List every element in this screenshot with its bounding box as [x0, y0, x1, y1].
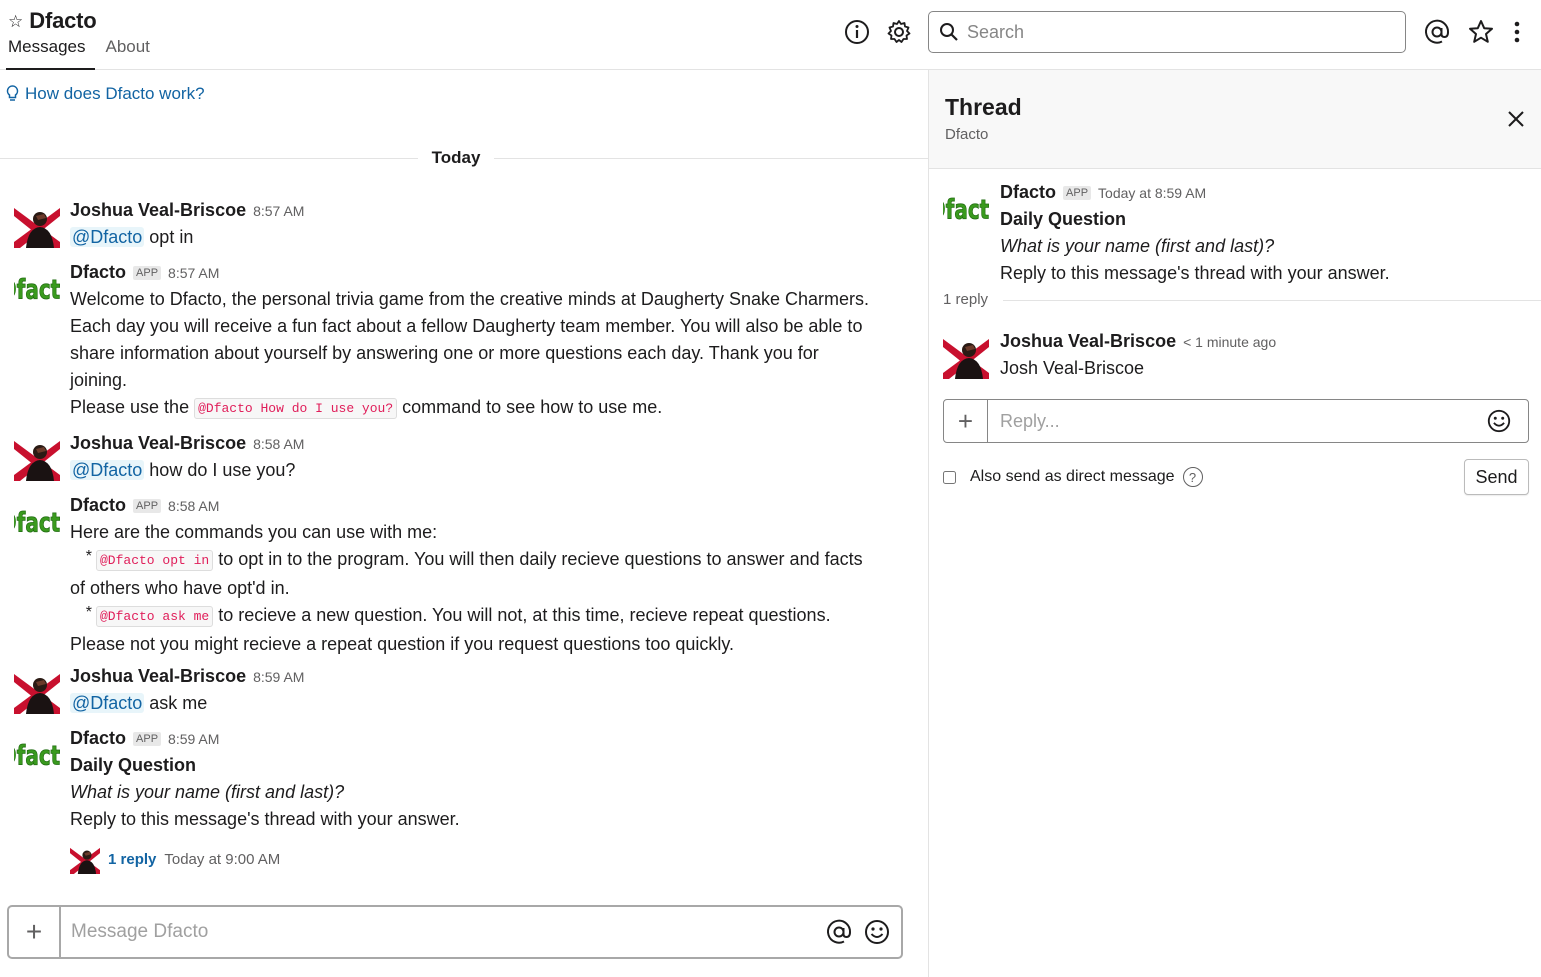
timestamp[interactable]: 8:57 AM	[168, 265, 220, 281]
search-icon	[939, 22, 959, 42]
app-badge: APP	[1063, 186, 1091, 200]
timestamp[interactable]: 8:59 AM	[253, 669, 305, 685]
favorite-star-icon[interactable]: ☆	[8, 11, 24, 31]
message-question: What is your name (first and last)?	[1000, 236, 1275, 256]
avatar[interactable]	[14, 732, 60, 778]
avatar[interactable]	[943, 186, 989, 232]
message-text: Josh Veal-Briscoe	[1000, 358, 1145, 378]
mentions-icon[interactable]	[1423, 18, 1451, 46]
inline-code: @Dfacto ask me	[96, 606, 213, 627]
more-icon[interactable]	[1503, 18, 1531, 46]
star-icon[interactable]	[1467, 18, 1495, 46]
avatar[interactable]	[14, 202, 60, 248]
sender-name[interactable]: Dfacto	[70, 728, 127, 748]
message-text: @Dfacto how do I use you?	[72, 460, 296, 480]
help-icon[interactable]: ?	[1183, 467, 1203, 487]
sender-name[interactable]: Joshua Veal-Briscoe	[70, 666, 247, 686]
thread-header	[929, 70, 1541, 169]
help-link[interactable]	[6, 84, 205, 104]
timestamp[interactable]: 8:58 AM	[168, 498, 220, 514]
avatar[interactable]	[14, 435, 60, 481]
message-composer	[7, 905, 903, 959]
avatar[interactable]	[14, 266, 60, 312]
user-mention[interactable]: @Dfacto	[72, 460, 143, 480]
sender-name[interactable]: Dfacto	[1000, 182, 1057, 202]
inline-code: @Dfacto opt in	[96, 550, 213, 571]
sender-name[interactable]: Joshua Veal-Briscoe	[70, 200, 247, 220]
avatar[interactable]	[14, 499, 60, 545]
channel-name: Dfacto	[29, 8, 97, 33]
search-input[interactable]	[967, 22, 1367, 43]
message-input[interactable]	[61, 921, 825, 943]
message-text: @Dfacto opt in	[72, 227, 194, 247]
day-divider-label: Today	[431, 148, 481, 167]
message-title: Daily Question	[1000, 209, 1127, 229]
sender-name[interactable]: Joshua Veal-Briscoe	[70, 433, 247, 453]
tab-about[interactable]: About	[105, 37, 150, 56]
channel-tabs	[0, 36, 160, 70]
message-text: Welcome to Dfacto, the personal trivia game from the creative minds at Daugherty Snake Charmers. Each day you will receive a fun fact about a fellow Daugherty team member. You will also be able to share information about yourself by answering one or more questions each day. Thank you for joining. Please use the @Dfacto How do I use you? command to see how to use me.	[70, 289, 870, 417]
sender-name[interactable]: Dfacto	[70, 495, 127, 515]
timestamp[interactable]: 8:58 AM	[253, 436, 305, 452]
replier-avatar	[70, 844, 100, 874]
reply-time: Today at 9:00 AM	[164, 850, 281, 868]
thread-summary[interactable]	[70, 844, 280, 874]
timestamp[interactable]: < 1 minute ago	[1183, 334, 1277, 350]
avatar[interactable]	[14, 668, 60, 714]
search-box[interactable]	[928, 11, 1406, 53]
app-badge: APP	[133, 266, 161, 280]
timestamp[interactable]: Today at 8:59 AM	[1098, 185, 1207, 201]
inline-code: @Dfacto How do I use you?	[194, 398, 397, 419]
also-send-label: Also send as direct message	[970, 468, 1175, 485]
send-button[interactable]: Send	[1464, 459, 1529, 495]
lightbulb-icon	[6, 85, 19, 103]
message-text: @Dfacto ask me	[72, 693, 208, 713]
message-pane	[0, 70, 928, 977]
message-text: Daily Question What is your name (first and last)? Reply to this message's thread with your answer.	[70, 752, 900, 833]
attach-plus-button[interactable]: +	[9, 907, 61, 957]
app-badge: APP	[133, 732, 161, 746]
message-text: Daily Question What is your name (first and last)? Reply to this message's thread with your answer.	[1000, 206, 1532, 287]
thread-title: Thread	[945, 94, 1022, 120]
close-icon[interactable]	[1503, 106, 1529, 132]
channel-header	[0, 0, 1541, 70]
message-title: Daily Question	[70, 755, 197, 775]
attach-plus-button[interactable]: +	[944, 400, 988, 442]
user-mention[interactable]: @Dfacto	[72, 227, 143, 247]
reply-input[interactable]	[988, 411, 1486, 432]
thread-reply-composer	[943, 399, 1529, 443]
thread-pane	[928, 70, 1541, 977]
also-send-option[interactable]	[943, 467, 1203, 487]
reply-count-divider	[943, 291, 1541, 308]
gear-icon[interactable]	[885, 18, 913, 46]
info-icon[interactable]	[843, 18, 871, 46]
also-send-checkbox[interactable]	[943, 471, 956, 484]
sender-name[interactable]: Dfacto	[70, 262, 127, 282]
emoji-icon[interactable]	[863, 918, 891, 946]
timestamp[interactable]: 8:57 AM	[253, 203, 305, 219]
thread-channel[interactable]: Dfacto	[945, 126, 989, 143]
avatar[interactable]	[943, 333, 989, 379]
message-question: What is your name (first and last)?	[70, 782, 345, 802]
reply-count-link[interactable]: 1 reply	[108, 850, 157, 868]
day-divider	[0, 148, 928, 167]
emoji-icon[interactable]	[1486, 408, 1512, 434]
mention-icon[interactable]	[825, 918, 853, 946]
app-badge: APP	[133, 499, 161, 513]
tab-messages[interactable]: Messages	[0, 36, 95, 70]
user-mention[interactable]: @Dfacto	[72, 693, 143, 713]
help-link-text[interactable]: How does Dfacto work?	[25, 84, 205, 103]
sender-name[interactable]: Joshua Veal-Briscoe	[1000, 331, 1177, 351]
timestamp[interactable]: 8:59 AM	[168, 731, 220, 747]
channel-title	[8, 8, 97, 34]
message-text: Here are the commands you can use with me: * @Dfacto opt in to opt in to the program. You will then daily recieve questions to answer and facts of others who have opt'd in. * @Dfacto ask me to recieve a new question. You will not, at this time, recieve repeat questions. Please not you might recieve a repeat question if you request questions too quickly.	[70, 522, 863, 654]
reply-count-label: 1 reply	[943, 291, 996, 308]
